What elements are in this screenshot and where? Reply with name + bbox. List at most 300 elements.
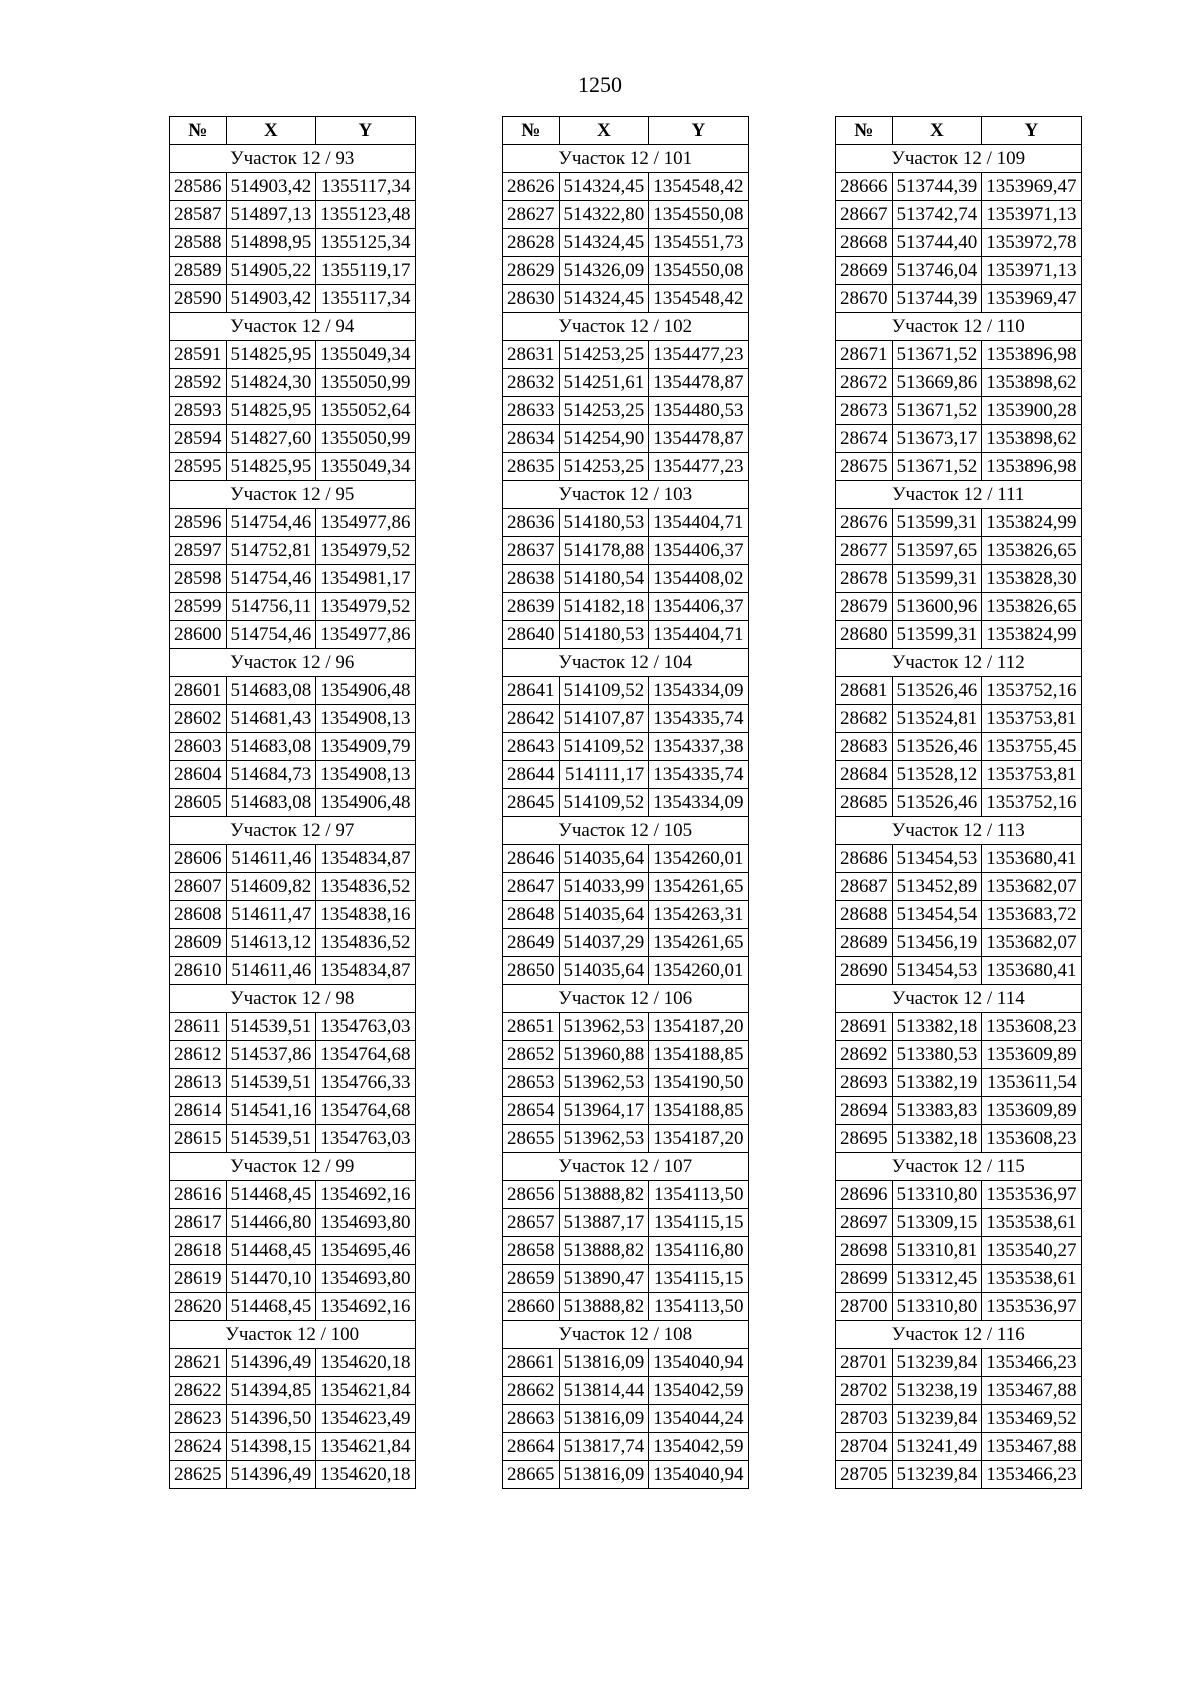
y-coordinate: 1353824,99 bbox=[982, 621, 1081, 649]
table-row bbox=[170, 873, 416, 901]
y-coordinate: 1354188,85 bbox=[649, 1097, 748, 1125]
table-row bbox=[170, 1433, 416, 1461]
point-number: 28694 bbox=[836, 1097, 893, 1125]
x-coordinate: 513599,31 bbox=[892, 621, 982, 649]
section-row bbox=[503, 313, 749, 341]
table-row bbox=[503, 425, 749, 453]
point-number: 28654 bbox=[503, 1097, 560, 1125]
table-row bbox=[836, 1097, 1082, 1125]
y-coordinate: 1353609,89 bbox=[982, 1097, 1081, 1125]
x-coordinate: 513454,53 bbox=[892, 845, 982, 873]
y-coordinate: 1354408,02 bbox=[649, 565, 748, 593]
point-number: 28648 bbox=[503, 901, 560, 929]
table-row bbox=[170, 537, 416, 565]
point-number: 28618 bbox=[170, 1237, 227, 1265]
y-coordinate: 1355125,34 bbox=[316, 229, 415, 257]
x-coordinate: 514898,95 bbox=[226, 229, 316, 257]
table-row bbox=[836, 1293, 1082, 1321]
point-number: 28612 bbox=[170, 1041, 227, 1069]
y-coordinate: 1354260,01 bbox=[649, 845, 748, 873]
section-title: Участок 12 / 101 bbox=[503, 145, 749, 173]
x-coordinate: 514111,17 bbox=[559, 761, 649, 789]
point-number: 28690 bbox=[836, 957, 893, 985]
section-title: Участок 12 / 102 bbox=[503, 313, 749, 341]
table-row bbox=[170, 453, 416, 481]
table-row bbox=[503, 929, 749, 957]
table-row bbox=[170, 397, 416, 425]
x-coordinate: 514180,54 bbox=[559, 565, 649, 593]
table-row bbox=[503, 201, 749, 229]
y-coordinate: 1353969,47 bbox=[982, 285, 1081, 313]
x-coordinate: 514683,08 bbox=[226, 789, 316, 817]
x-header: X bbox=[892, 117, 982, 145]
table-row bbox=[836, 901, 1082, 929]
section-row bbox=[836, 481, 1082, 509]
point-number: 28671 bbox=[836, 341, 893, 369]
y-coordinate: 1353469,52 bbox=[982, 1405, 1081, 1433]
point-number: 28676 bbox=[836, 509, 893, 537]
point-number: 28590 bbox=[170, 285, 227, 313]
point-number: 28617 bbox=[170, 1209, 227, 1237]
section-row bbox=[503, 1153, 749, 1181]
table-row bbox=[836, 1013, 1082, 1041]
point-number: 28681 bbox=[836, 677, 893, 705]
y-coordinate: 1354693,80 bbox=[316, 1209, 415, 1237]
point-number: 28645 bbox=[503, 789, 560, 817]
point-number: 28621 bbox=[170, 1349, 227, 1377]
table-row bbox=[836, 1181, 1082, 1209]
y-coordinate: 1354480,53 bbox=[649, 397, 748, 425]
y-coordinate: 1354190,50 bbox=[649, 1069, 748, 1097]
point-number: 28624 bbox=[170, 1433, 227, 1461]
table-row bbox=[170, 565, 416, 593]
section-title: Участок 12 / 110 bbox=[836, 313, 1082, 341]
x-coordinate: 514611,46 bbox=[226, 957, 316, 985]
table-row bbox=[503, 621, 749, 649]
x-coordinate: 514825,95 bbox=[226, 453, 316, 481]
y-coordinate: 1354115,15 bbox=[649, 1209, 748, 1237]
point-number: 28627 bbox=[503, 201, 560, 229]
y-coordinate: 1353467,88 bbox=[982, 1433, 1081, 1461]
x-coordinate: 514684,73 bbox=[226, 761, 316, 789]
x-coordinate: 514756,11 bbox=[226, 593, 316, 621]
x-coordinate: 514468,45 bbox=[226, 1293, 316, 1321]
point-number: 28655 bbox=[503, 1125, 560, 1153]
table-row bbox=[836, 789, 1082, 817]
y-coordinate: 1354406,37 bbox=[649, 537, 748, 565]
point-number: 28639 bbox=[503, 593, 560, 621]
section-row bbox=[836, 1321, 1082, 1349]
x-coordinate: 514396,49 bbox=[226, 1349, 316, 1377]
x-coordinate: 514537,86 bbox=[226, 1041, 316, 1069]
point-number: 28667 bbox=[836, 201, 893, 229]
y-coordinate: 1354406,37 bbox=[649, 593, 748, 621]
point-number: 28610 bbox=[170, 957, 227, 985]
table-row bbox=[170, 1461, 416, 1489]
x-coordinate: 513382,19 bbox=[892, 1069, 982, 1097]
point-number: 28594 bbox=[170, 425, 227, 453]
table-row bbox=[503, 509, 749, 537]
x-coordinate: 514109,52 bbox=[559, 677, 649, 705]
x-coordinate: 514539,51 bbox=[226, 1125, 316, 1153]
y-coordinate: 1354115,15 bbox=[649, 1265, 748, 1293]
table-row bbox=[503, 733, 749, 761]
x-coordinate: 513383,83 bbox=[892, 1097, 982, 1125]
y-coordinate: 1353611,54 bbox=[982, 1069, 1081, 1097]
x-coordinate: 514470,10 bbox=[226, 1265, 316, 1293]
y-coordinate: 1354335,74 bbox=[649, 761, 748, 789]
y-coordinate: 1354548,42 bbox=[649, 285, 748, 313]
x-coordinate: 514903,42 bbox=[226, 285, 316, 313]
y-coordinate: 1355050,99 bbox=[316, 369, 415, 397]
x-coordinate: 514824,30 bbox=[226, 369, 316, 397]
point-number: 28687 bbox=[836, 873, 893, 901]
point-number: 28684 bbox=[836, 761, 893, 789]
y-coordinate: 1354623,49 bbox=[316, 1405, 415, 1433]
point-number: 28686 bbox=[836, 845, 893, 873]
table-row bbox=[503, 285, 749, 313]
table-row bbox=[503, 1433, 749, 1461]
table-row bbox=[503, 677, 749, 705]
section-title: Участок 12 / 107 bbox=[503, 1153, 749, 1181]
table-row bbox=[170, 425, 416, 453]
y-coordinate: 1353824,99 bbox=[982, 509, 1081, 537]
y-coordinate: 1353608,23 bbox=[982, 1013, 1081, 1041]
table-row bbox=[836, 425, 1082, 453]
y-coordinate: 1353828,30 bbox=[982, 565, 1081, 593]
y-coordinate: 1353752,16 bbox=[982, 677, 1081, 705]
point-number: 28701 bbox=[836, 1349, 893, 1377]
table-row bbox=[170, 621, 416, 649]
table-row bbox=[836, 1069, 1082, 1097]
section-title: Участок 12 / 103 bbox=[503, 481, 749, 509]
y-coordinate: 1353969,47 bbox=[982, 173, 1081, 201]
y-coordinate: 1353752,16 bbox=[982, 789, 1081, 817]
table-row bbox=[503, 1209, 749, 1237]
y-coordinate: 1354551,73 bbox=[649, 229, 748, 257]
x-coordinate: 513962,53 bbox=[559, 1013, 649, 1041]
table-row bbox=[836, 621, 1082, 649]
y-coordinate: 1354477,23 bbox=[649, 453, 748, 481]
table-row bbox=[836, 873, 1082, 901]
point-number: 28628 bbox=[503, 229, 560, 257]
section-title: Участок 12 / 109 bbox=[836, 145, 1082, 173]
table-row bbox=[503, 453, 749, 481]
coordinate-table bbox=[502, 116, 749, 1489]
y-coordinate: 1354836,52 bbox=[316, 873, 415, 901]
y-coordinate: 1354620,18 bbox=[316, 1349, 415, 1377]
section-row bbox=[836, 985, 1082, 1013]
y-coordinate: 1354550,08 bbox=[649, 257, 748, 285]
section-row bbox=[170, 1321, 416, 1349]
y-coordinate: 1353900,28 bbox=[982, 397, 1081, 425]
table-row bbox=[503, 845, 749, 873]
x-coordinate: 513310,80 bbox=[892, 1293, 982, 1321]
x-coordinate: 514754,46 bbox=[226, 565, 316, 593]
point-number: 28632 bbox=[503, 369, 560, 397]
y-coordinate: 1354337,38 bbox=[649, 733, 748, 761]
point-number: 28614 bbox=[170, 1097, 227, 1125]
table-row bbox=[170, 285, 416, 313]
point-number: 28638 bbox=[503, 565, 560, 593]
table-row bbox=[836, 537, 1082, 565]
table-row bbox=[836, 1349, 1082, 1377]
y-coordinate: 1354838,16 bbox=[316, 901, 415, 929]
point-number: 28646 bbox=[503, 845, 560, 873]
x-coordinate: 514324,45 bbox=[559, 173, 649, 201]
x-coordinate: 514683,08 bbox=[226, 677, 316, 705]
x-coordinate: 514903,42 bbox=[226, 173, 316, 201]
table-row bbox=[503, 1013, 749, 1041]
y-coordinate: 1353971,13 bbox=[982, 201, 1081, 229]
point-number: 28626 bbox=[503, 173, 560, 201]
table-row bbox=[170, 1125, 416, 1153]
y-coordinate: 1354261,65 bbox=[649, 873, 748, 901]
point-number: 28636 bbox=[503, 509, 560, 537]
x-coordinate: 514037,29 bbox=[559, 929, 649, 957]
table-row bbox=[836, 453, 1082, 481]
x-coordinate: 514754,46 bbox=[226, 509, 316, 537]
point-number: 28695 bbox=[836, 1125, 893, 1153]
y-coordinate: 1353898,62 bbox=[982, 369, 1081, 397]
point-number: 28644 bbox=[503, 761, 560, 789]
x-coordinate: 514396,49 bbox=[226, 1461, 316, 1489]
number-header: № bbox=[503, 117, 560, 145]
table-row bbox=[170, 901, 416, 929]
point-number: 28698 bbox=[836, 1237, 893, 1265]
x-coordinate: 513814,44 bbox=[559, 1377, 649, 1405]
x-coordinate: 514466,80 bbox=[226, 1209, 316, 1237]
x-coordinate: 513382,18 bbox=[892, 1013, 982, 1041]
x-coordinate: 514468,45 bbox=[226, 1237, 316, 1265]
x-coordinate: 513239,84 bbox=[892, 1461, 982, 1489]
table-row bbox=[503, 537, 749, 565]
table-row bbox=[836, 1125, 1082, 1153]
x-coordinate: 513600,96 bbox=[892, 593, 982, 621]
y-coordinate: 1354187,20 bbox=[649, 1013, 748, 1041]
y-coordinate: 1354113,50 bbox=[649, 1293, 748, 1321]
table-row bbox=[503, 873, 749, 901]
x-coordinate: 513528,12 bbox=[892, 761, 982, 789]
x-coordinate: 514253,25 bbox=[559, 453, 649, 481]
y-coordinate: 1353755,45 bbox=[982, 733, 1081, 761]
table-row bbox=[836, 397, 1082, 425]
section-title: Участок 12 / 104 bbox=[503, 649, 749, 677]
table-row bbox=[836, 285, 1082, 313]
header-row bbox=[836, 117, 1082, 145]
table-row bbox=[503, 1125, 749, 1153]
x-coordinate: 514035,64 bbox=[559, 957, 649, 985]
point-number: 28661 bbox=[503, 1349, 560, 1377]
table-row bbox=[170, 1405, 416, 1433]
point-number: 28673 bbox=[836, 397, 893, 425]
y-coordinate: 1354478,87 bbox=[649, 425, 748, 453]
table-row bbox=[503, 1237, 749, 1265]
table-row bbox=[170, 1097, 416, 1125]
y-coordinate: 1354763,03 bbox=[316, 1125, 415, 1153]
point-number: 28700 bbox=[836, 1293, 893, 1321]
y-coordinate: 1354263,31 bbox=[649, 901, 748, 929]
table-row bbox=[836, 929, 1082, 957]
y-coordinate: 1354477,23 bbox=[649, 341, 748, 369]
y-coordinate: 1354909,79 bbox=[316, 733, 415, 761]
y-coordinate: 1353682,07 bbox=[982, 929, 1081, 957]
point-number: 28588 bbox=[170, 229, 227, 257]
table-row bbox=[836, 593, 1082, 621]
section-row bbox=[836, 817, 1082, 845]
section-title: Участок 12 / 106 bbox=[503, 985, 749, 1013]
section-row bbox=[170, 1153, 416, 1181]
table-row bbox=[503, 1405, 749, 1433]
x-coordinate: 514398,15 bbox=[226, 1433, 316, 1461]
x-coordinate: 513310,81 bbox=[892, 1237, 982, 1265]
y-coordinate: 1354620,18 bbox=[316, 1461, 415, 1489]
y-coordinate: 1354404,71 bbox=[649, 621, 748, 649]
section-title: Участок 12 / 116 bbox=[836, 1321, 1082, 1349]
table-row bbox=[170, 341, 416, 369]
section-row bbox=[503, 649, 749, 677]
table-row bbox=[170, 1349, 416, 1377]
table-row bbox=[170, 369, 416, 397]
y-coordinate: 1354116,80 bbox=[649, 1237, 748, 1265]
point-number: 28703 bbox=[836, 1405, 893, 1433]
table-row bbox=[170, 1237, 416, 1265]
table-row bbox=[503, 1349, 749, 1377]
point-number: 28696 bbox=[836, 1181, 893, 1209]
x-coordinate: 514752,81 bbox=[226, 537, 316, 565]
y-coordinate: 1354979,52 bbox=[316, 593, 415, 621]
section-row bbox=[170, 313, 416, 341]
section-title: Участок 12 / 99 bbox=[170, 1153, 416, 1181]
point-number: 28670 bbox=[836, 285, 893, 313]
point-number: 28631 bbox=[503, 341, 560, 369]
table-row bbox=[503, 761, 749, 789]
section-row bbox=[503, 817, 749, 845]
table-row bbox=[836, 173, 1082, 201]
y-coordinate: 1353609,89 bbox=[982, 1041, 1081, 1069]
point-number: 28615 bbox=[170, 1125, 227, 1153]
point-number: 28697 bbox=[836, 1209, 893, 1237]
x-coordinate: 513669,86 bbox=[892, 369, 982, 397]
x-coordinate: 514324,45 bbox=[559, 285, 649, 313]
table-row bbox=[170, 705, 416, 733]
section-title: Участок 12 / 113 bbox=[836, 817, 1082, 845]
point-number: 28682 bbox=[836, 705, 893, 733]
point-number: 28597 bbox=[170, 537, 227, 565]
y-coordinate: 1353972,78 bbox=[982, 229, 1081, 257]
table-row bbox=[836, 957, 1082, 985]
x-coordinate: 514253,25 bbox=[559, 341, 649, 369]
point-number: 28605 bbox=[170, 789, 227, 817]
table-row bbox=[836, 369, 1082, 397]
x-coordinate: 514611,46 bbox=[226, 845, 316, 873]
table-row bbox=[503, 229, 749, 257]
table-row bbox=[170, 957, 416, 985]
point-number: 28649 bbox=[503, 929, 560, 957]
section-title: Участок 12 / 100 bbox=[170, 1321, 416, 1349]
y-coordinate: 1354187,20 bbox=[649, 1125, 748, 1153]
y-coordinate: 1354981,17 bbox=[316, 565, 415, 593]
section-row bbox=[503, 145, 749, 173]
table-row bbox=[170, 1069, 416, 1097]
section-title: Участок 12 / 98 bbox=[170, 985, 416, 1013]
y-coordinate: 1354695,46 bbox=[316, 1237, 415, 1265]
table-row bbox=[836, 341, 1082, 369]
x-coordinate: 514326,09 bbox=[559, 257, 649, 285]
x-coordinate: 513816,09 bbox=[559, 1405, 649, 1433]
point-number: 28640 bbox=[503, 621, 560, 649]
point-number: 28591 bbox=[170, 341, 227, 369]
point-number: 28630 bbox=[503, 285, 560, 313]
y-coordinate: 1354979,52 bbox=[316, 537, 415, 565]
x-coordinate: 514611,47 bbox=[226, 901, 316, 929]
y-coordinate: 1354621,84 bbox=[316, 1377, 415, 1405]
y-coordinate: 1354335,74 bbox=[649, 705, 748, 733]
section-title: Участок 12 / 93 bbox=[170, 145, 416, 173]
table-row bbox=[836, 1377, 1082, 1405]
point-number: 28688 bbox=[836, 901, 893, 929]
table-row bbox=[503, 1041, 749, 1069]
x-coordinate: 514251,61 bbox=[559, 369, 649, 397]
x-coordinate: 514905,22 bbox=[226, 257, 316, 285]
x-coordinate: 513454,54 bbox=[892, 901, 982, 929]
page-number: 1250 bbox=[578, 72, 622, 97]
y-coordinate: 1354764,68 bbox=[316, 1097, 415, 1125]
x-coordinate: 514107,87 bbox=[559, 705, 649, 733]
point-number: 28613 bbox=[170, 1069, 227, 1097]
number-header: № bbox=[170, 117, 227, 145]
y-coordinate: 1354764,68 bbox=[316, 1041, 415, 1069]
section-title: Участок 12 / 114 bbox=[836, 985, 1082, 1013]
point-number: 28586 bbox=[170, 173, 227, 201]
section-row bbox=[503, 985, 749, 1013]
y-coordinate: 1354766,33 bbox=[316, 1069, 415, 1097]
point-number: 28643 bbox=[503, 733, 560, 761]
section-row bbox=[170, 481, 416, 509]
table-row bbox=[170, 1293, 416, 1321]
y-coordinate: 1354040,94 bbox=[649, 1461, 748, 1489]
point-number: 28693 bbox=[836, 1069, 893, 1097]
y-coordinate: 1355117,34 bbox=[316, 285, 415, 313]
y-coordinate: 1354906,48 bbox=[316, 677, 415, 705]
y-coordinate: 1354693,80 bbox=[316, 1265, 415, 1293]
section-title: Участок 12 / 111 bbox=[836, 481, 1082, 509]
y-coordinate: 1353896,98 bbox=[982, 453, 1081, 481]
y-coordinate: 1355117,34 bbox=[316, 173, 415, 201]
x-coordinate: 513742,74 bbox=[892, 201, 982, 229]
x-coordinate: 514035,64 bbox=[559, 845, 649, 873]
table-row bbox=[503, 957, 749, 985]
x-coordinate: 513312,45 bbox=[892, 1265, 982, 1293]
point-number: 28604 bbox=[170, 761, 227, 789]
section-title: Участок 12 / 108 bbox=[503, 1321, 749, 1349]
x-coordinate: 514394,85 bbox=[226, 1377, 316, 1405]
x-coordinate: 514180,53 bbox=[559, 509, 649, 537]
point-number: 28668 bbox=[836, 229, 893, 257]
y-coordinate: 1353682,07 bbox=[982, 873, 1081, 901]
x-coordinate: 513673,17 bbox=[892, 425, 982, 453]
x-coordinate: 513310,80 bbox=[892, 1181, 982, 1209]
table-row bbox=[170, 789, 416, 817]
coordinate-table bbox=[169, 116, 416, 1489]
point-number: 28606 bbox=[170, 845, 227, 873]
y-coordinate: 1354404,71 bbox=[649, 509, 748, 537]
y-coordinate: 1353536,97 bbox=[982, 1293, 1081, 1321]
table-row bbox=[836, 1265, 1082, 1293]
table-row bbox=[503, 705, 749, 733]
table-row bbox=[503, 341, 749, 369]
point-number: 28656 bbox=[503, 1181, 560, 1209]
